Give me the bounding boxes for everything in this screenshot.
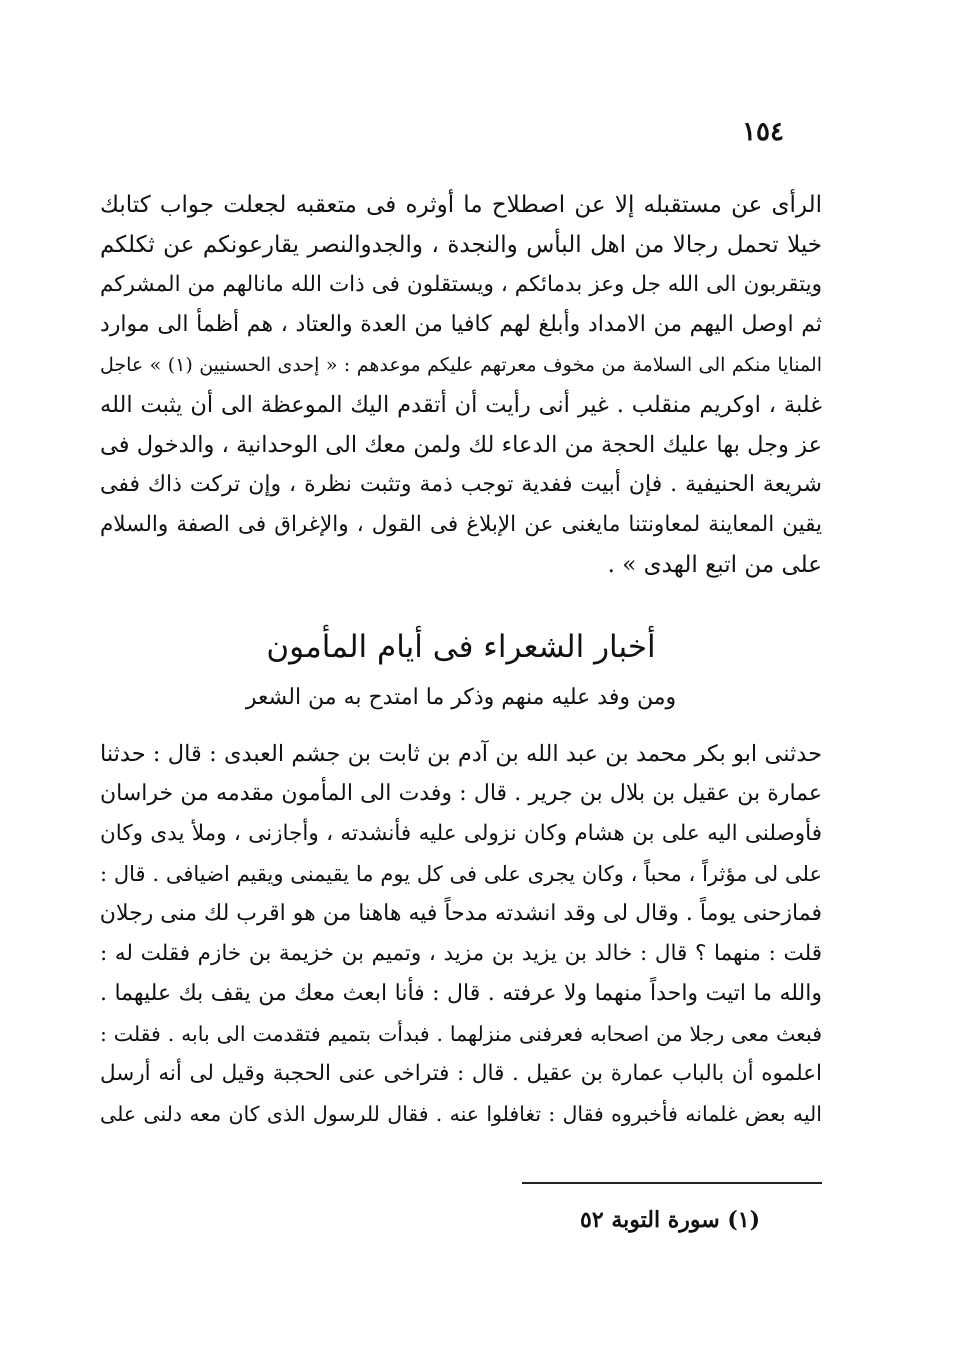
text-line: شريعة الحنيفية . فإن أبيت ففدية توجب ذمة وتثبت نظرة ، وإن تركت ذاك ففى	[100, 472, 822, 497]
section-subheading: ومن وفد عليه منهم وذكر ما امتدح به من الشعر	[245, 685, 677, 710]
text-line: ثم اوصل اليهم من الامداد وأبلغ لهم كافيا من العدة والعتاد ، هم أظمأ الى موارد	[100, 312, 822, 337]
text-line: والله ما اتيت واحداً منهما ولا عرفته . قال : فأنا ابعث معك من يقف بك عليهما .	[100, 981, 822, 1006]
text-line: فبعث معى رجلا من اصحابه فعرفنى منزلهما . فبدأت بتميم فتقدمت الى بابه . فقلت :	[100, 1022, 822, 1046]
text-line: غلبة ، اوكريم منقلب . غير أنى رأيت أن أتقدم اليك الموعظة الى أن يثبت الله	[100, 392, 822, 418]
text-line: على لى مؤثراً ، محباً ، وكان يجرى على فى كل يوم ما يقيمنى ويقيم اضيافى . قال :	[100, 862, 822, 886]
text-line: على من اتبع الهدى » .	[607, 552, 822, 578]
text-line: عمارة بن عقيل بن بلال بن جرير . قال : وفدت الى المأمون مقدمه من خراسان	[100, 781, 822, 806]
text-line: اعلموه أن بالباب عمارة بن عقيل . قال : فتراخى عنى الحجبة وقيل لى أنه أرسل	[100, 1061, 822, 1086]
text-line: عز وجل بها عليك الحجة من الدعاء لك ولمن معك الى الوحدانية ، والدخول فى	[100, 432, 822, 458]
text-line: فأوصلنى اليه على بن هشام وكان نزولى عليه فأنشدته ، وأجازنى ، وملأ يدى وكان	[100, 821, 822, 846]
footnote: (١) سورة التوبة ٥٢	[580, 1207, 760, 1233]
text-line: اليه بعض غلمانه فأخبروه فقال : تغافلوا عنه . فقال للرسول الذى كان معه دلنى على	[100, 1102, 822, 1126]
text-line: فمازحنى يوماً . وقال لى وقد انشدته مدحاً فيه هاهنا من هو اقرب لك منى رجلان	[100, 901, 822, 926]
footnote-divider	[522, 1182, 822, 1184]
section-heading: أخبار الشعراء فى أيام المأمون	[266, 629, 656, 665]
paragraph-letter	[100, 185, 822, 585]
text-line: المنايا منكم الى السلامة من مخوف معرتهم عليكم موعدهم : « إحدى الحسنيين (١) » عاجل	[100, 354, 822, 376]
page-number: ١٥٤	[742, 117, 784, 147]
text-line: حدثنى ابو بكر محمد بن عبد الله بن آدم بن ثابت بن جشم العبدى : قال : حدثنا	[100, 741, 822, 767]
text-line: يقين المعاينة لمعاونتنا مايغنى عن الإبلاغ فى القول ، والإغراق فى الصفة والسلام	[100, 512, 822, 537]
text-line: قلت : منهما ؟ قال : خالد بن يزيد بن مزيد ، وتميم بن خزيمة بن خازم فقلت له :	[100, 941, 822, 966]
text-line: ويتقربون الى الله جل وعز بدمائكم ، ويستقلون فى ذات الله مانالهم من المشركم	[100, 272, 822, 297]
paragraph-narration	[100, 734, 822, 1134]
text-line: خيلا تحمل رجالا من اهل البأس والنجدة ، والجدوالنصر يقارعونكم عن ثكلكم	[100, 232, 822, 258]
text-line: الرأى عن مستقبله إلا عن اصطلاح ما أوثره فى متعقبه لجعلت جواب كتابك	[100, 192, 822, 218]
